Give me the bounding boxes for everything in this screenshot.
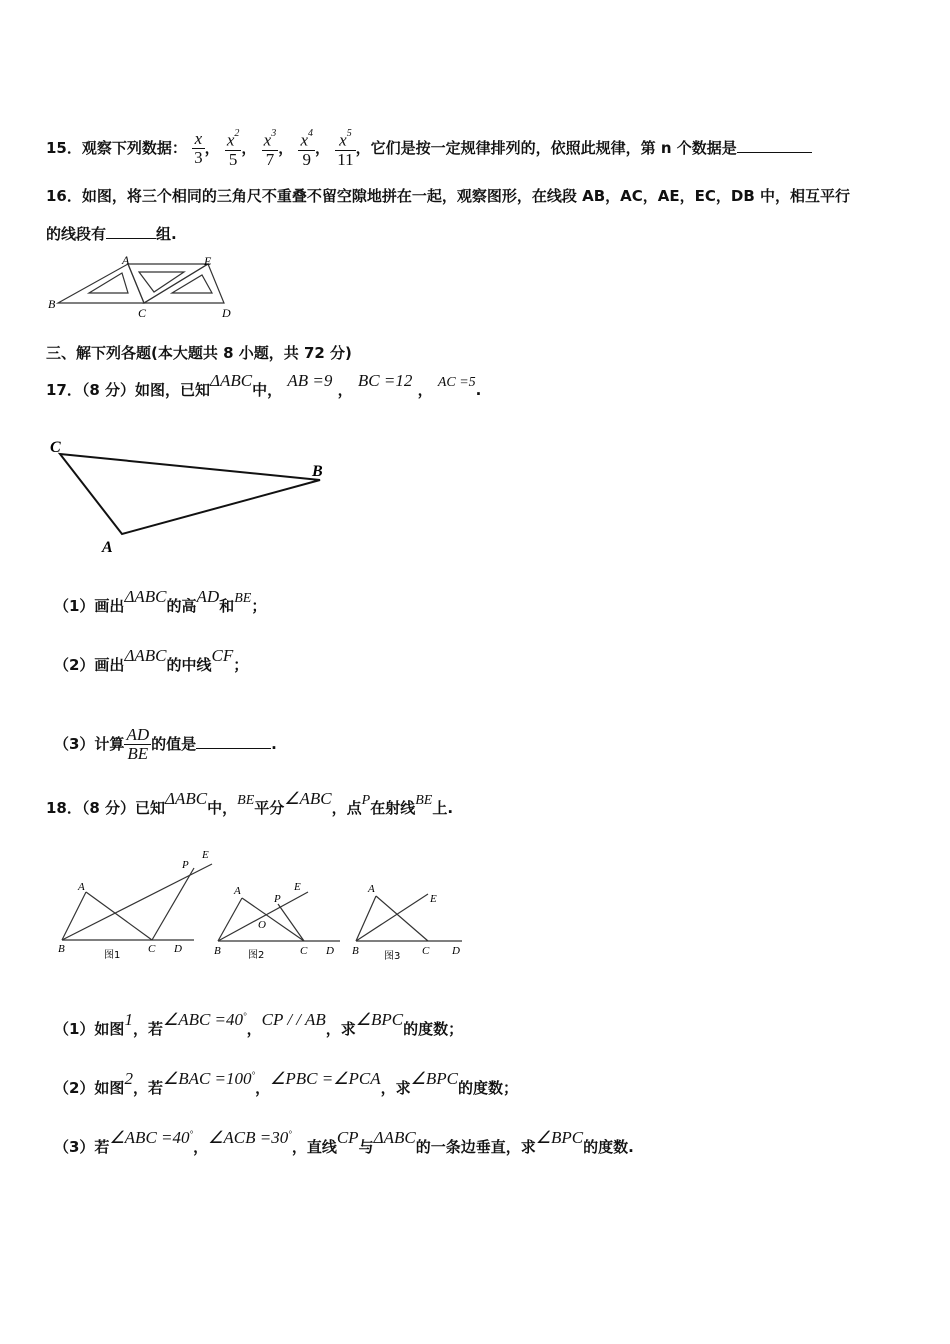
label-D: D xyxy=(222,306,231,320)
q16-line1: 16．如图，将三个相同的三角尺不重叠不留空隙地拼在一起，观察图形，在线段 AB，AC，AE，EC，DB 中，相互平行 xyxy=(46,187,850,205)
label-A: A xyxy=(234,885,241,897)
label-E: E xyxy=(204,255,212,268)
label-E: E xyxy=(294,881,301,893)
label-B: B xyxy=(214,945,221,957)
fraction: $\frac{x^5}{11}$ xyxy=(337,128,354,169)
q18-figure-3 xyxy=(350,878,470,966)
figure-caption: 图1 xyxy=(104,950,121,961)
q18-part1: （1）如图1，若∠ABC =40°，CP / / AB，求∠BPC的度数； xyxy=(54,1010,464,1038)
fraction: $\frac{x^3}{7}$ xyxy=(263,128,277,169)
label-A: A xyxy=(102,539,113,556)
q18-figure-2 xyxy=(212,876,347,966)
figure-caption: 图2 xyxy=(248,950,265,961)
q15-line: 15．观察下列数据： $\frac{x}{3}$ ， $\frac{x^2}{5}$ ， $\frac{x^3}{7}$ ， $\frac{x^4}{9}$ ， $\frac{x^5}{11}$ ，它们是按一定规律排列的，依照此规律，第 n 个数据是 xyxy=(46,128,812,169)
fraction-ad-be: $\frac{AD}{BE}$ xyxy=(126,725,150,763)
triangle-inner xyxy=(172,275,212,293)
label-B: B xyxy=(312,463,323,480)
label-B: B xyxy=(58,943,65,955)
label-A: A xyxy=(78,881,85,893)
q17-part3: （3）计算 $\frac{AD}{BE}$ 的值是 . xyxy=(54,725,277,763)
label-A: A xyxy=(122,255,130,267)
fraction: $\frac{x^2}{5}$ xyxy=(226,128,240,169)
answer-blank[interactable] xyxy=(196,734,271,749)
triangle-outer xyxy=(128,264,208,303)
label-O: O xyxy=(258,919,266,931)
fraction: $\frac{x}{3}$ xyxy=(194,128,203,167)
label-E: E xyxy=(430,893,437,905)
q15-number: 15． xyxy=(46,138,82,157)
q15-tail: ，它们是按一定规律排列的，依照此规律，第 n 个数据是 xyxy=(355,138,737,157)
q18-part2: （2）如图2，若∠BAC =100°，∠PBC =∠PCA，求∠BPC的度数； xyxy=(54,1069,518,1097)
q16-line2: 的线段有 组. xyxy=(46,225,177,243)
label-D: D xyxy=(326,945,334,957)
label-D: D xyxy=(174,943,182,955)
label-B: B xyxy=(48,297,56,311)
label-C: C xyxy=(148,943,156,955)
label-D: D xyxy=(452,945,460,957)
triangle-outer xyxy=(144,264,224,303)
figure-caption: 图3 xyxy=(384,951,401,962)
answer-blank[interactable] xyxy=(737,138,812,153)
label-B: B xyxy=(352,945,359,957)
q18-part3: （3）若∠ABC =40°，∠ACB =30°，直线CP与ΔABC的一条边垂直，求∠BPC的度数. xyxy=(54,1128,634,1156)
q17-figure xyxy=(44,432,344,562)
label-P: P xyxy=(274,893,281,905)
triangle-inner xyxy=(139,272,184,292)
q18-line: 18．（8 分）已知ΔABC中，BE平分∠ABC，点P在射线BE上. xyxy=(46,789,454,817)
label-C: C xyxy=(50,439,61,456)
q17-line: 17．（8 分）如图，已知ΔABC中， AB =9 ， BC =12 ， AC =5. xyxy=(46,371,482,399)
triangle-abc xyxy=(60,454,320,534)
label-C: C xyxy=(138,306,147,320)
q17-part1: （1）画出ΔABC的高AD和BE； xyxy=(54,587,267,615)
section-heading: 三、解下列各题(本大题共 8 小题，共 72 分) xyxy=(46,344,352,362)
label-C: C xyxy=(300,945,308,957)
label-E: E xyxy=(202,849,209,861)
q15-lead: 观察下列数据： xyxy=(81,138,187,157)
triangle-outer xyxy=(58,264,144,303)
q17-part2: （2）画出ΔABC的中线CF； xyxy=(54,646,249,674)
fraction: $\frac{x^4}{9}$ xyxy=(300,128,314,169)
q18-figure-1 xyxy=(54,844,219,964)
label-A: A xyxy=(368,883,375,895)
answer-blank[interactable] xyxy=(106,224,156,239)
q16-figure xyxy=(44,255,244,321)
label-P: P xyxy=(182,859,189,871)
label-C: C xyxy=(422,945,430,957)
